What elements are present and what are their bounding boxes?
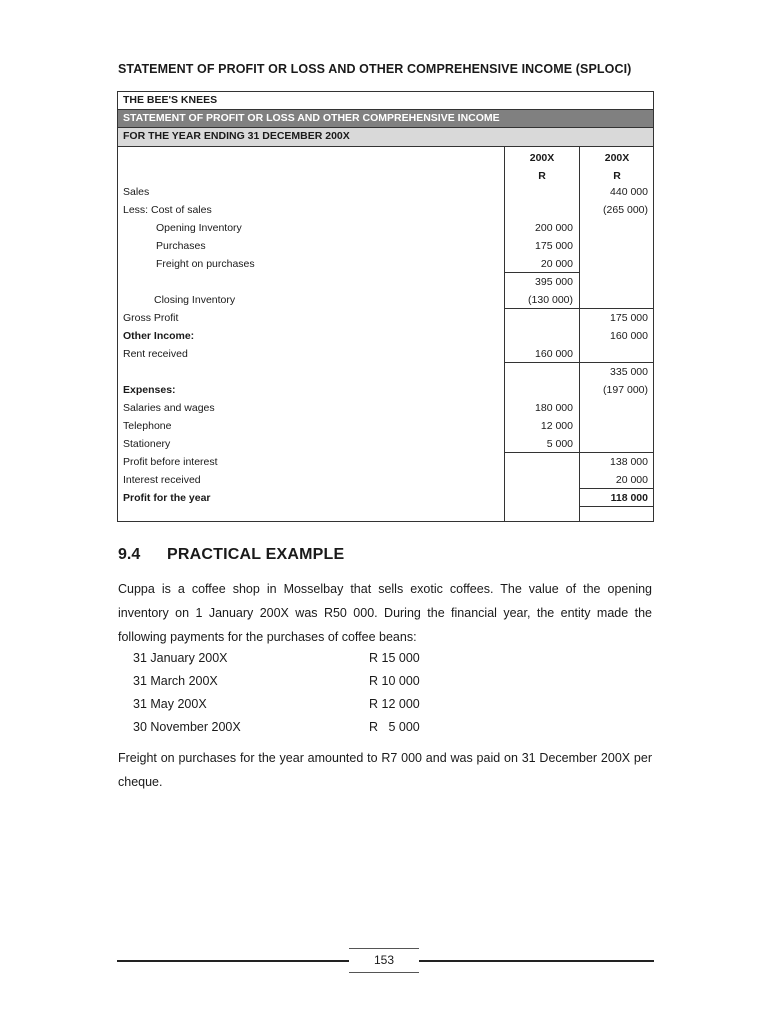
row-label: Salaries and wages xyxy=(123,402,215,414)
payment-date: 31 January 200X xyxy=(133,651,228,665)
table-row xyxy=(118,417,653,435)
row-label: Gross Profit xyxy=(123,312,179,324)
column-header-currency: R xyxy=(538,170,546,182)
row-value-col2: 335 000 xyxy=(610,366,648,378)
payment-amount: R 10 000 xyxy=(369,674,420,688)
closing-paragraph: Freight on purchases for the year amounted to R7 000 and was paid on 31 December 200X per cheque. xyxy=(118,751,652,789)
statement-period: FOR THE YEAR ENDING 31 DECEMBER 200X xyxy=(118,128,653,147)
section-title: PRACTICAL EXAMPLE xyxy=(167,546,345,563)
table-row xyxy=(118,309,653,327)
column-header-currency: R xyxy=(613,170,621,182)
row-label: Other Income: xyxy=(123,330,195,342)
table-row xyxy=(118,183,653,201)
row-label: Interest received xyxy=(123,474,201,486)
row-value-col2: (197 000) xyxy=(603,384,648,396)
statement-title: STATEMENT OF PROFIT OR LOSS AND OTHER COMPREHENSIVE INCOME xyxy=(118,110,653,128)
row-label: Opening Inventory xyxy=(156,222,242,234)
payment-amount: R 5 000 xyxy=(369,720,420,734)
row-label: Rent received xyxy=(123,348,188,360)
table-row xyxy=(118,453,653,471)
payment-amount: R 15 000 xyxy=(369,651,420,665)
row-label: Stationery xyxy=(123,438,171,450)
section-number: 9.4 xyxy=(118,546,141,563)
page-number: 153 xyxy=(373,953,395,967)
row-value-col2: (265 000) xyxy=(603,204,648,216)
row-value-col2: 440 000 xyxy=(610,186,648,198)
row-label: Sales xyxy=(123,186,150,198)
row-label: Closing Inventory xyxy=(154,294,236,306)
table-row xyxy=(118,471,653,489)
row-value-col1: 395 000 xyxy=(535,276,573,288)
row-label: Profit for the year xyxy=(123,492,211,504)
table-row xyxy=(118,273,653,291)
row-label: Telephone xyxy=(123,420,172,432)
row-value-col2: 138 000 xyxy=(610,456,648,468)
table-row xyxy=(118,399,653,417)
column-header-row xyxy=(118,149,653,167)
row-value-col1: 175 000 xyxy=(535,240,573,252)
footer-rule xyxy=(419,960,654,962)
payment-date: 31 May 200X xyxy=(133,697,207,711)
page-number-rule xyxy=(349,972,419,973)
row-value-col1: 20 000 xyxy=(540,258,573,270)
row-value-col2: 160 000 xyxy=(610,330,648,342)
table-row xyxy=(118,363,653,381)
intro-paragraph: Cuppa is a coffee shop in Mosselbay that sells exotic coffees. The value of the opening inventory on 1 January 200X was R50 000. During the financial year, the entity made the following payments for the purchases of coffee beans: xyxy=(118,582,652,644)
payment-amount: R 12 000 xyxy=(369,697,420,711)
row-label: Profit before interest xyxy=(123,456,218,468)
column-header-year: 200X xyxy=(604,152,630,164)
page-number-rule xyxy=(349,948,419,949)
income-statement-table xyxy=(117,91,654,522)
table-row xyxy=(118,345,653,363)
row-value-col1: 180 000 xyxy=(535,402,573,414)
table-row xyxy=(118,381,653,399)
row-value-col1: 5 000 xyxy=(546,438,573,450)
table-row xyxy=(118,201,653,219)
entity-name: THE BEE'S KNEES xyxy=(118,92,653,110)
row-value-col2: 118 000 xyxy=(610,492,648,504)
row-value-col2: 175 000 xyxy=(610,312,648,324)
document-heading: STATEMENT OF PROFIT OR LOSS AND OTHER COMPREHENSIVE INCOME (SPLOCI) xyxy=(118,62,632,76)
row-label: Expenses: xyxy=(123,384,176,396)
row-value-col1: 12 000 xyxy=(540,420,573,432)
row-value-col1: 160 000 xyxy=(535,348,573,360)
payment-date: 30 November 200X xyxy=(133,720,241,734)
row-label: Purchases xyxy=(156,240,206,252)
table-row xyxy=(118,237,653,255)
table-row xyxy=(118,255,653,273)
table-row xyxy=(118,327,653,345)
table-row xyxy=(118,219,653,237)
footer-rule xyxy=(117,960,349,962)
row-value-col2: 20 000 xyxy=(615,474,648,486)
row-value-col1: (130 000) xyxy=(528,294,573,306)
total-rule xyxy=(579,506,654,507)
payment-date: 31 March 200X xyxy=(133,674,218,688)
column-header-year: 200X xyxy=(529,152,555,164)
row-label: Freight on purchases xyxy=(156,258,255,270)
row-value-col1: 200 000 xyxy=(535,222,573,234)
table-row xyxy=(118,291,653,309)
table-row xyxy=(118,489,653,507)
row-label: Less: Cost of sales xyxy=(123,204,212,216)
table-row xyxy=(118,435,653,453)
